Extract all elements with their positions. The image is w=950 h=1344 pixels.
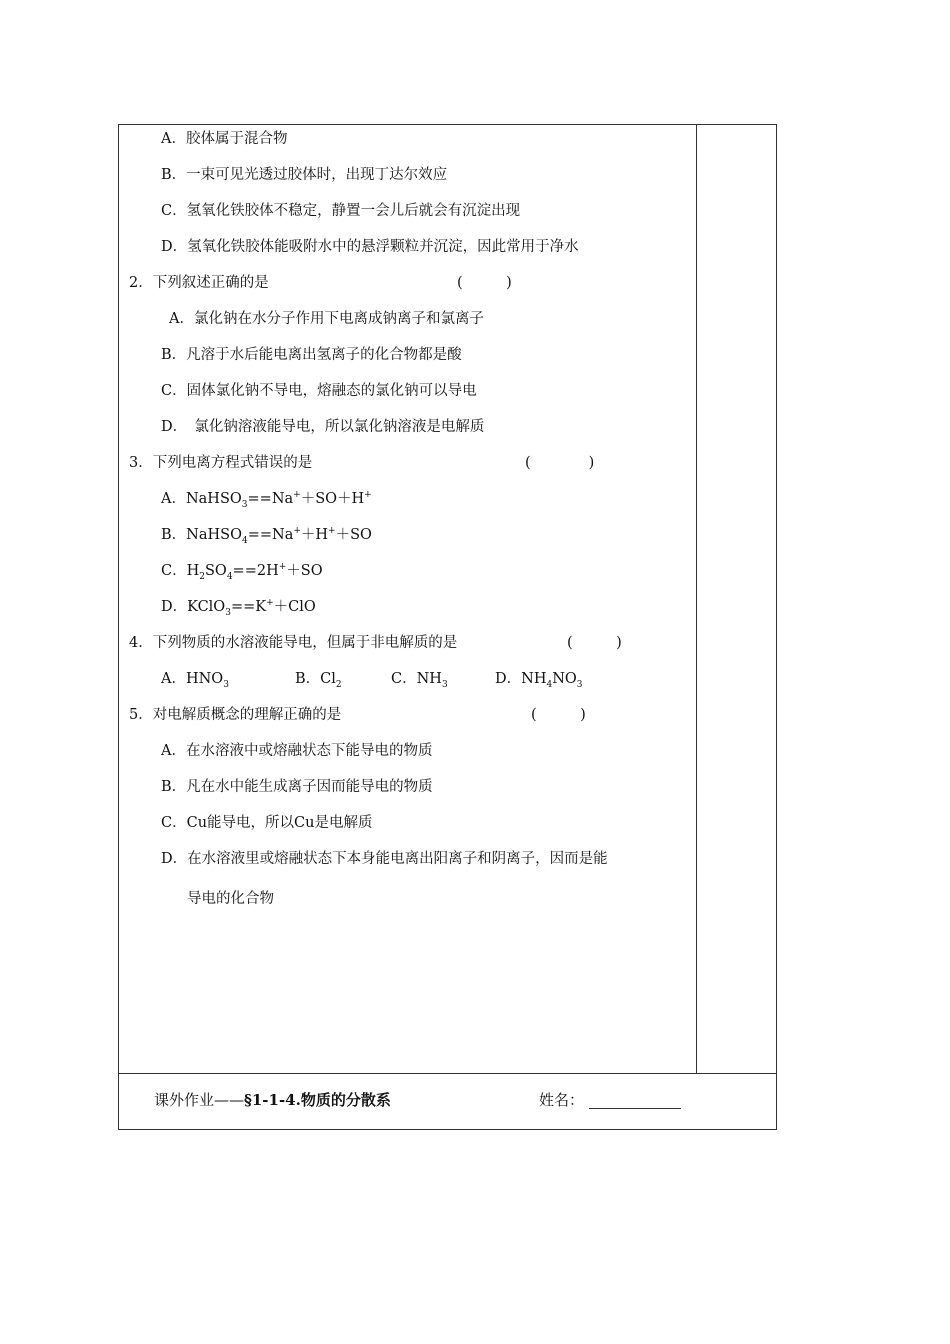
q5-option-b: B．凡在水中能生成离子因而能导电的物质 (161, 779, 433, 795)
q3-option-c: C．$H_2SO_4==2H^++SO$ (161, 562, 323, 582)
q2-option-a: A．氯化钠在水分子作用下电离成钠离子和氯离子 (169, 311, 484, 327)
q4-option-b: B．$Cl_2$ (295, 671, 342, 690)
q1-option-d: D．氢氧化铁胶体能吸附水中的悬浮颗粒并沉淀，因此常用于净水 (161, 239, 579, 255)
q4-option-d: D．$NH_4NO_3$ (495, 671, 583, 690)
q3-answer-paren: ( ) (525, 455, 595, 471)
q2-answer-paren: ( ) (457, 275, 512, 291)
questions-cell (119, 125, 697, 1073)
q5-answer-paren: ( ) (531, 707, 586, 723)
q4-answer-paren: ( ) (567, 635, 622, 651)
name-blank-line[interactable] (589, 1108, 681, 1109)
q4-option-c: C．$NH_3$ (391, 671, 448, 690)
q1-option-a: A．胶体属于混合物 (161, 131, 288, 147)
q4-option-a: A．$HNO_3$ (161, 671, 229, 690)
q2-option-b: B．凡溶于水后能电离出氢离子的化合物都是酸 (161, 347, 462, 363)
q2-stem: 2．下列叙述正确的是 (129, 275, 269, 291)
name-label: 姓名： (539, 1091, 585, 1109)
q4-stem: 4．下列物质的水溶液能导电，但属于非电解质的是 (129, 635, 458, 651)
q3-stem: 3．下列电离方程式错误的是 (129, 455, 313, 471)
q3-option-d: D．KClO$_3$==K+＋ClO (161, 598, 316, 618)
q3-option-b: B．NaHSO$_4$==Na+＋H+＋SO (161, 526, 372, 546)
q5-option-d: D．在水溶液里或熔融状态下本身能电离出阳离子和阴离子，因而是能 (161, 851, 608, 867)
q5-stem: 5．对电解质概念的理解正确的是 (129, 707, 342, 723)
q1-option-c: C．氢氧化铁胶体不稳定，静置一会儿后就会有沉淀出现 (161, 203, 521, 219)
worksheet-table (118, 124, 777, 1130)
q5-option-a: A．在水溶液中或熔融状态下能导电的物质 (161, 743, 433, 759)
q1-option-b: B．一束可见光透过胶体时，出现丁达尔效应 (161, 167, 448, 183)
homework-title: 课外作业——§1-1-4.物质的分散系 (154, 1091, 391, 1109)
homework-footer (119, 1073, 776, 1129)
q5-option-d-continued: 导电的化合物 (187, 891, 274, 907)
q2-option-d: D． 氯化钠溶液能导电，所以氯化钠溶液是电解质 (161, 419, 485, 435)
q2-option-c: C．固体氯化钠不导电，熔融态的氯化钠可以导电 (161, 383, 477, 399)
q3-option-a: A．NaHSO$_3$==Na+＋SO＋H+ (161, 490, 372, 510)
q5-option-c: C．Cu能导电，所以Cu是电解质 (161, 815, 373, 831)
